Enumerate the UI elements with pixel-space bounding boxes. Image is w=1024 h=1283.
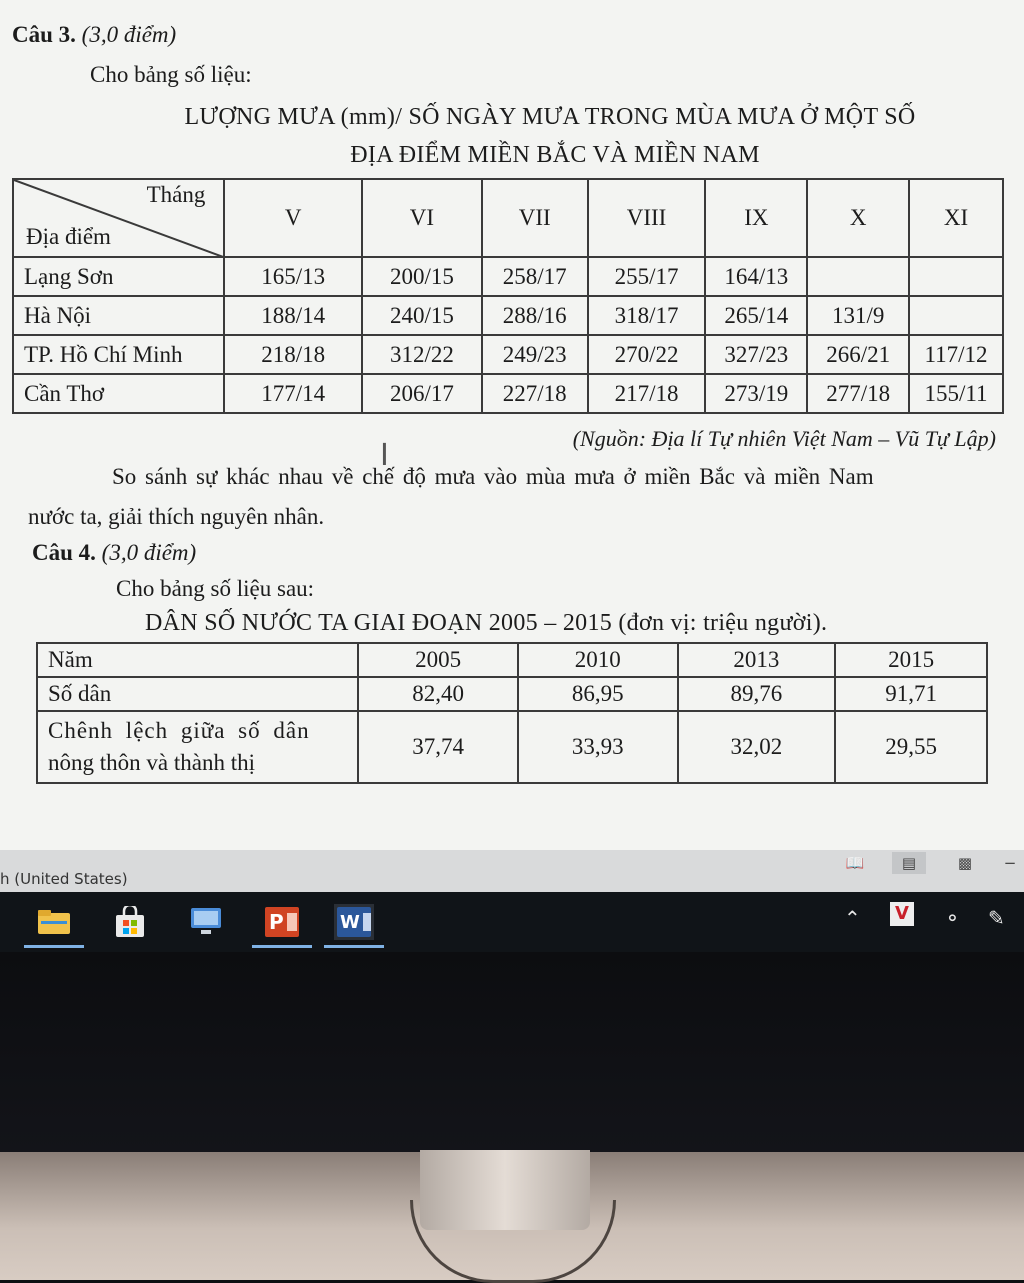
year-header: 2010 <box>518 643 678 677</box>
question-4-points: (3,0 điểm) <box>101 540 197 565</box>
year-header-label: Năm <box>37 643 358 677</box>
rainfall-table-title-line2: ĐỊA ĐIỂM MIỀN BẮC VÀ MIỀN NAM <box>350 142 760 168</box>
month-header: X <box>807 179 909 257</box>
month-header: V <box>224 179 362 257</box>
store-button[interactable] <box>110 904 150 940</box>
question-4-label: Câu 4. <box>32 540 96 565</box>
table-row <box>13 335 1003 374</box>
monitor-bezel <box>0 952 1024 1152</box>
folder-icon <box>37 908 71 936</box>
table-row <box>13 296 1003 335</box>
powerpoint-glyph: P <box>269 910 284 934</box>
rainfall-table-corner-cell <box>13 179 224 257</box>
month-header: IX <box>705 179 807 257</box>
rain-value: 318/17 <box>588 296 706 335</box>
rainfall-table <box>12 178 1004 414</box>
rain-value <box>807 257 909 296</box>
question-3-points: (3,0 điểm) <box>81 22 177 47</box>
rain-value: 270/22 <box>588 335 706 374</box>
difference-value: 29,55 <box>835 711 987 783</box>
rain-value: 177/14 <box>224 374 362 413</box>
active-app-indicator <box>24 945 84 948</box>
word-glyph: W <box>340 911 360 933</box>
difference-row-label-line1: Chênh lệch giữa số dân <box>48 718 310 743</box>
rain-value: 288/16 <box>482 296 588 335</box>
rain-value: 277/18 <box>807 374 909 413</box>
wifi-icon[interactable]: ⚬ <box>944 906 961 930</box>
word-status-bar <box>0 850 1024 892</box>
table-row <box>13 374 1003 413</box>
month-header: VI <box>362 179 482 257</box>
remote-desktop-button[interactable] <box>186 904 226 940</box>
rain-value <box>909 257 1003 296</box>
place-name: Lạng Sơn <box>13 257 224 296</box>
web-layout-button[interactable] <box>948 852 982 874</box>
table-row <box>37 677 987 711</box>
rain-value: 164/13 <box>705 257 807 296</box>
text-cursor-icon: I <box>380 438 389 473</box>
place-name: TP. Hồ Chí Minh <box>13 335 224 374</box>
print-layout-button[interactable] <box>892 852 926 874</box>
rain-value: 200/15 <box>362 257 482 296</box>
month-header: VII <box>482 179 588 257</box>
minus-icon: − <box>1003 854 1017 872</box>
question-4-intro: Cho bảng số liệu sau: <box>116 576 315 601</box>
powerpoint-button[interactable] <box>262 904 302 940</box>
rain-value: 218/18 <box>224 335 362 374</box>
rain-value: 188/14 <box>224 296 362 335</box>
powerpoint-icon <box>265 907 299 937</box>
rain-value: 249/23 <box>482 335 588 374</box>
population-value: 89,76 <box>678 677 836 711</box>
monitor-icon <box>187 906 225 938</box>
place-name: Cần Thơ <box>13 374 224 413</box>
population-table <box>36 642 988 784</box>
rain-value: 227/18 <box>482 374 588 413</box>
zoom-out-button[interactable] <box>996 852 1024 874</box>
acrobat-tray-icon[interactable]: V <box>890 902 914 926</box>
population-value: 91,71 <box>835 677 987 711</box>
pen-icon[interactable]: ✎ <box>988 906 1005 930</box>
windows-taskbar <box>0 892 1024 952</box>
question-3-heading <box>12 22 176 48</box>
rain-value: 165/13 <box>224 257 362 296</box>
rainfall-table-title-line1: LƯỢNG MƯA (mm)/ SỐ NGÀY MƯA TRONG MÙA MƯA Ở MỘT SỐ <box>184 104 916 130</box>
page-layout-icon: ▤ <box>901 854 917 872</box>
web-layout-icon: ▩ <box>957 854 973 872</box>
question-3-prompt-line1: So sánh sự khác nhau về chế độ mưa vào mùa mưa ở miền Bắc và miền Nam <box>112 464 874 489</box>
rain-value: 117/12 <box>909 335 1003 374</box>
rainfall-source-note: (Nguồn: Địa lí Tự nhiên Việt Nam – Vũ Tự Lập) <box>572 426 996 451</box>
rain-value: 240/15 <box>362 296 482 335</box>
place-name: Hà Nội <box>13 296 224 335</box>
difference-value: 33,93 <box>518 711 678 783</box>
population-table-title: DÂN SỐ NƯỚC TA GIAI ĐOẠN 2005 – 2015 (đơn vị: triệu người). <box>145 610 828 636</box>
file-explorer-button[interactable] <box>34 904 74 940</box>
rain-value <box>909 296 1003 335</box>
table-row <box>37 643 987 677</box>
corner-place-label: Địa điểm <box>26 224 111 249</box>
rain-value: 265/14 <box>705 296 807 335</box>
rain-value: 255/17 <box>588 257 706 296</box>
rain-value: 155/11 <box>909 374 1003 413</box>
rain-value: 206/17 <box>362 374 482 413</box>
language-indicator[interactable]: h (United States) <box>0 870 128 888</box>
book-icon: 📖 <box>845 854 865 872</box>
year-header: 2015 <box>835 643 987 677</box>
month-header: XI <box>909 179 1003 257</box>
year-header: 2005 <box>358 643 518 677</box>
question-3-label: Câu 3. <box>12 22 76 47</box>
question-3-prompt-line2: nước ta, giải thích nguyên nhân. <box>28 504 325 529</box>
difference-row-label-line2: nông thôn và thành thị <box>48 750 255 775</box>
population-row-label: Số dân <box>37 677 358 711</box>
word-button[interactable] <box>334 904 374 940</box>
population-value: 82,40 <box>358 677 518 711</box>
question-4-heading <box>32 540 196 566</box>
question-3-intro: Cho bảng số liệu: <box>90 62 252 87</box>
rain-value: 217/18 <box>588 374 706 413</box>
read-mode-button[interactable] <box>838 852 872 874</box>
shopping-bag-icon <box>113 906 147 938</box>
rain-value: 273/19 <box>705 374 807 413</box>
rain-value: 131/9 <box>807 296 909 335</box>
rain-value: 258/17 <box>482 257 588 296</box>
corner-month-label: Tháng <box>146 182 206 207</box>
open-app-indicator <box>252 945 312 948</box>
rain-value: 266/21 <box>807 335 909 374</box>
table-row <box>13 257 1003 296</box>
difference-value: 32,02 <box>678 711 836 783</box>
active-app-indicator <box>324 945 384 948</box>
month-header: VIII <box>588 179 706 257</box>
year-header: 2013 <box>678 643 836 677</box>
difference-value: 37,74 <box>358 711 518 783</box>
difference-row-label <box>37 711 358 783</box>
word-icon <box>337 907 371 937</box>
rain-value: 312/22 <box>362 335 482 374</box>
show-hidden-icons-chevron-icon[interactable]: ⌃ <box>844 906 861 930</box>
rain-value: 327/23 <box>705 335 807 374</box>
population-value: 86,95 <box>518 677 678 711</box>
table-row <box>37 711 987 783</box>
